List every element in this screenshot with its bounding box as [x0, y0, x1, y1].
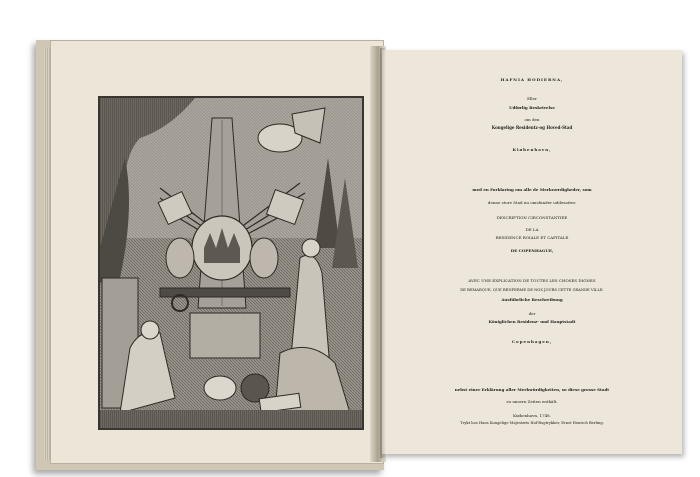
title-udforlig: Udførlig Beskrivelse: [509, 105, 555, 110]
title-page: [382, 50, 682, 454]
title-residence: RESIDENCE ROIALE ET CAPITALE: [495, 235, 569, 240]
engraving-illustration: [100, 98, 362, 428]
spine-shadow: [380, 48, 386, 458]
title-eller: Eller: [527, 96, 537, 101]
title-de-la: DE LA: [525, 227, 539, 232]
title-forklaring: med en Forklaring om alle de Merkværdigheder, som: [472, 187, 592, 192]
title-copenhagen: Copenhagen,: [511, 339, 553, 344]
title-om-den: om den: [524, 117, 540, 122]
title-koniglichen: Königlichen Residenz- und Hauptstadt: [488, 319, 576, 324]
title-description: DESCRIPTION CIRCONSTANTIEE: [496, 215, 568, 220]
title-der: der: [528, 311, 536, 316]
title-kiobenhavn: Kiøbenhavn,: [512, 147, 552, 152]
title-avec-explication: AVEC UNE EXPLICATION DE TOUTES LES CHOSES DIGNES: [468, 278, 596, 283]
title-de-copenhague: DE COPENHAGUE,: [510, 248, 554, 253]
open-book: [18, 18, 668, 462]
title-ausfuhrliche: Ausführliche Beschreibung: [501, 297, 563, 302]
title-imprint-place: Kiøbenhavn, 1748.: [513, 413, 551, 418]
title-nebst-einer: nebst einer Erklärung aller Merkwürdigkeiten, so diese grosse Stadt: [454, 387, 610, 392]
engraved-frontispiece: [98, 96, 364, 430]
title-kongelige: Kongelige Residentz-og Hoved-Stad: [491, 124, 573, 131]
title-zu-unsern: zu unsern Zeiten enthält.: [506, 399, 558, 404]
title-de-remarque: DE REMARQUE, QUE RENFERME DE NOS JOURS CETTE GRANDE VILLE.: [460, 288, 604, 292]
title-denne-stad: denne store Stad nu omsfunder uddesatter.: [487, 200, 577, 205]
title-printer: Trykt hos Hans Kongelige Majestæts Hof-Bogtrykker, Ernst Henrich Berling.: [460, 421, 604, 425]
title-hafnia-hodierna: HAFNIA HODIERNA,: [500, 77, 564, 82]
